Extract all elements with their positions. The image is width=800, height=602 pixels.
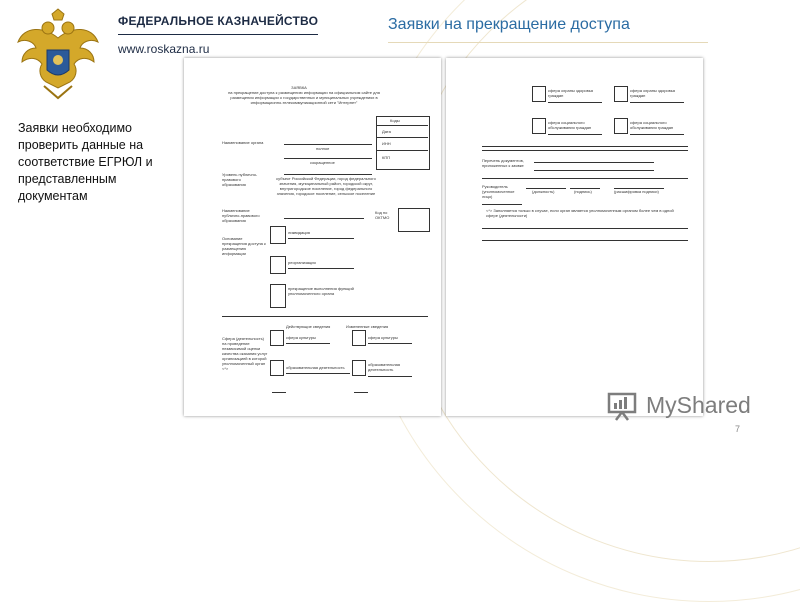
date-label: Дата xyxy=(382,129,391,134)
instruction-note: Заявки необходимо проверить данные на соответствие ЕГРЮЛ и представленным документам xyxy=(18,121,153,203)
termination-checkbox[interactable] xyxy=(270,284,286,308)
health-label: сфера охраны здоровья граждан xyxy=(548,88,594,98)
changed-education-label: образовательная деятельность xyxy=(368,362,401,372)
level-label: Уровень публично-правового образования xyxy=(222,172,258,187)
watermark-text: MyShared xyxy=(646,392,751,418)
level-options: субъект Российской Федерации, город федерального значения, муниципальный район, городской округ, внутригородское поселение, город федерального значения, городское поселение, сельское поселение xyxy=(276,176,376,196)
presentation-board-icon xyxy=(606,390,640,422)
health-checkbox[interactable] xyxy=(532,86,546,102)
myshared-watermark xyxy=(606,390,766,422)
changed-health-checkbox[interactable] xyxy=(614,86,628,102)
page-number: 7 xyxy=(735,424,741,434)
changed-education-checkbox[interactable] xyxy=(352,360,366,376)
reorganization-option: реорганизация xyxy=(288,260,316,265)
org-name-label: Наименование органа xyxy=(222,140,264,145)
organization-name: ФЕДЕРАЛЬНОЕ КАЗНАЧЕЙСТВО xyxy=(118,14,319,28)
slide-title: Заявки на прекращение доступа xyxy=(388,16,630,33)
termination-option: прекращение выполнения функций уполномоченного органа xyxy=(288,286,354,296)
documents-list-label: Перечень документов, приложенных к заявке xyxy=(482,158,524,168)
social-label: сфера социального обслуживания граждан xyxy=(548,120,592,130)
head-label: Руководитель (уполномоченное лицо) xyxy=(482,184,515,199)
changed-health-label: сфера охраны здоровья граждан xyxy=(630,88,676,98)
short-name-label: сокращенное xyxy=(310,160,335,165)
form-page-left xyxy=(184,58,441,416)
kpp-label: КПП xyxy=(382,155,391,160)
codes-header: Коды xyxy=(390,118,400,123)
website-link[interactable]: www.roskazna.ru xyxy=(118,42,210,56)
current-education-checkbox[interactable] xyxy=(270,360,284,376)
changed-social-checkbox[interactable] xyxy=(614,118,628,134)
full-name-label: полное xyxy=(316,146,330,151)
oktmo-label: Код по ОКТМО xyxy=(375,210,390,220)
ppo-name-label: Наименование публично-правового образования xyxy=(222,208,260,223)
liquidation-option: ликвидация xyxy=(288,230,310,235)
activity-label: Сфера (деятельность) на проведение независимой оценки качества оказания услуг организацией в которой уполномоченный орган <*> xyxy=(222,336,268,371)
social-checkbox[interactable] xyxy=(532,118,546,134)
changed-info-header: Измененные сведения xyxy=(346,324,389,329)
form-subtitle: на прекращение доступа к размещению информации на официальном сайте для размещения информации о государственных и муниципальных учреждениях в информационно-телекоммуникационной сети "Интернет" xyxy=(228,90,380,105)
title-underline xyxy=(388,42,708,43)
changed-culture-label: сфера культуры xyxy=(368,335,398,340)
reorganization-checkbox[interactable] xyxy=(270,256,286,274)
inn-label: ИНН xyxy=(382,141,391,146)
current-education-label: образовательная деятельность xyxy=(286,365,345,370)
position-caption: (должность) xyxy=(532,189,555,194)
decoding-caption: (расшифровка подписи) xyxy=(614,189,659,194)
current-culture-label: сфера культуры xyxy=(286,335,316,340)
oktmo-box xyxy=(398,208,430,232)
signature-caption: (подпись) xyxy=(574,189,592,194)
liquidation-checkbox[interactable] xyxy=(270,226,286,244)
current-culture-checkbox[interactable] xyxy=(270,330,284,346)
changed-social-label: сфера социального обслуживания граждан xyxy=(630,120,674,130)
double-headed-eagle-emblem-icon xyxy=(14,8,102,100)
footnote: <*> Заполняется только в случае, если орган является уполномоченным органом более чем в одной сфере (деятельности) xyxy=(486,208,674,218)
form-page-right xyxy=(446,58,703,416)
brand-divider xyxy=(118,34,318,35)
changed-culture-checkbox[interactable] xyxy=(352,330,366,346)
basis-label: Основание прекращения доступа к размещению информации xyxy=(222,236,266,256)
form-title: ЗАЯВКА xyxy=(291,85,307,90)
current-info-header: Действующие сведения xyxy=(286,324,331,329)
